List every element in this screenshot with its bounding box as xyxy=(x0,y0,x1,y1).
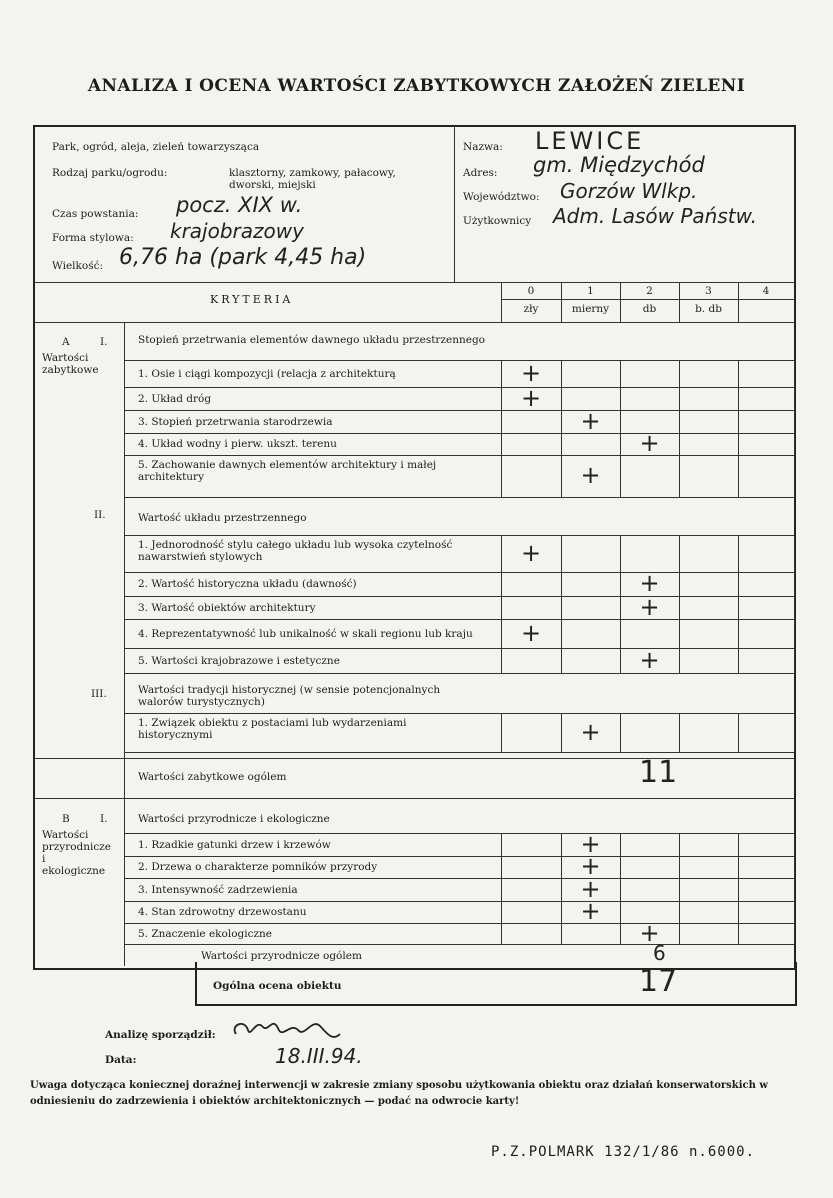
criterion-row-grid-b1-2: 2. Drzewa o charakterze pomników przyrody xyxy=(138,861,378,873)
grade-mark-grid-b1-4: + xyxy=(580,897,601,925)
style-value: krajobrazowy xyxy=(170,219,304,243)
grade-mark-grid-a2-2: + xyxy=(639,569,660,597)
criterion-row-grid-a2-4: 4. Reprezentatywność lub unikalność w skali regionu lub kraju xyxy=(138,627,473,640)
kind-options: klasztorny, zamkowy, pałacowy, dworski, miejski xyxy=(229,167,396,191)
grade-mark-grid-b1-1: + xyxy=(580,829,601,858)
grade-0: 0 xyxy=(527,285,535,297)
form-title: ANALIZA I OCENA WARTOŚCI ZABYTKOWYCH ZAŁOŻEŃ ZIELENI xyxy=(87,76,746,96)
criterion-row-grid-b1-5: 5. Znaczenie ekologiczne xyxy=(138,927,273,940)
grade-mark-grid-a1-3: + xyxy=(580,406,601,435)
overall-box xyxy=(195,962,797,1006)
grade-mark-grid-a2-3: + xyxy=(639,592,660,621)
prepared-label: Analizę sporządził: xyxy=(105,1029,216,1041)
form-frame xyxy=(33,125,796,970)
section-a-roman-2: II. xyxy=(94,509,106,521)
section-a-name: Wartości zabytkowe xyxy=(42,352,99,376)
criterion-row-grid-a2-1: 1. Jednorodność stylu całego układu lub wysoka czytelność nawarstwień stylowych xyxy=(138,539,453,563)
grade-name-2: db xyxy=(642,303,657,315)
grade-mark-grid-a1-1: + xyxy=(521,358,542,387)
overall-value: 17 xyxy=(639,964,678,999)
criterion-row-grid-a1-4: 4. Układ wodny i pierw. ukszt. terenu xyxy=(138,438,337,450)
grade-mark-grid-b1-5: + xyxy=(639,918,660,947)
grade-mark-grid-a1-4: + xyxy=(639,429,660,457)
grade-name-3: b. db xyxy=(695,303,722,315)
kind-label: Rodzaj parku/ogrodu: xyxy=(52,167,168,179)
grade-2: 2 xyxy=(646,285,653,297)
criterion-row-grid-a2-3: 3. Wartość obiektów architektury xyxy=(138,601,316,614)
grade-mark-grid-a1-5: + xyxy=(580,461,601,489)
section-b-total-label: Wartości przyrodnicze ogólem xyxy=(201,950,362,962)
size-label: Wielkość: xyxy=(52,260,104,272)
criterion-row-grid-a1-1: 1. Osie i ciągi kompozycji (relacja z architekturą xyxy=(138,367,396,380)
section-b-name: Wartości przyrodnicze i ekologiczne xyxy=(42,829,112,877)
note: Uwaga dotycząca koniecznej doraźnej interwencji w zakresie zmiany sposobu użytkowania obiektu oraz działań konserwatorskich w odniesieniu do zadrzewienia i obiektów architektonicznych — podać na odwrocie karty! xyxy=(30,1080,768,1107)
created-label: Czas powstania: xyxy=(52,208,139,220)
sub-a3-title: Wartości tradycji historycznej (w sensie potencjonalnych walorów turystycznych) xyxy=(138,684,441,708)
criterion-row-grid-a2-2: 2. Wartość historyczna układu (dawność) xyxy=(138,578,357,590)
criteria-label: KRYTERIA xyxy=(210,293,294,306)
voivodeship-value: Gorzów Wlkp. xyxy=(560,179,698,203)
date-label: Data: xyxy=(105,1054,137,1066)
grade-name-1: mierny xyxy=(571,303,610,315)
grade-1: 1 xyxy=(587,285,594,297)
grade-mark-grid-b1-3: + xyxy=(580,874,601,903)
section-a-roman-1: I. xyxy=(100,336,108,348)
name-value: LEWICE xyxy=(535,127,645,155)
grade-mark-grid-a2-5: + xyxy=(639,645,660,674)
date-value: 18.III.94. xyxy=(275,1044,363,1068)
address-value: gm. Międzychód xyxy=(533,153,705,177)
section-a-total-label: Wartości zabytkowe ogólem xyxy=(138,771,287,783)
criterion-row-grid-b1-1: 1. Rzadkie gatunki drzew i krzewów xyxy=(138,838,331,851)
criterion-row-grid-a1-5: 5. Zachowanie dawnych elementów architektury i małej architektury xyxy=(138,459,437,483)
section-a-letter: A xyxy=(62,336,70,348)
section-b-roman-1: I. xyxy=(100,813,108,825)
section-a-roman-3: III. xyxy=(91,688,107,700)
voivodeship-label: Województwo: xyxy=(463,191,540,203)
section-b-letter: B xyxy=(62,813,70,825)
users-value: Adm. Lasów Państw. xyxy=(553,204,758,228)
park-types-label: Park, ogród, aleja, zieleń towarzysząca xyxy=(52,141,260,153)
criterion-row-grid-a1-2: 2. Układ dróg xyxy=(138,392,212,405)
grade-mark-grid-a2-1: + xyxy=(521,538,542,567)
print-code: P.Z.POLMARK 132/1/86 n.6000. xyxy=(491,1144,756,1160)
criterion-row-grid-b1-3: 3. Intensywność zadrzewienia xyxy=(138,883,298,896)
section-b-total-value: 6 xyxy=(653,941,666,965)
sub-a1-title: Stopień przetrwania elementów dawnego układu przestrzennego xyxy=(138,334,485,346)
grade-mark-grid-a3-1: + xyxy=(580,717,601,746)
sub-a2-title: Wartość układu przestrzennego xyxy=(138,512,307,524)
sub-b1-title: Wartości przyrodnicze i ekologiczne xyxy=(138,813,330,825)
users-label: Użytkownicy xyxy=(463,215,532,227)
grade-mark-grid-a2-4: + xyxy=(521,618,542,647)
criterion-row-grid-b1-4: 4. Stan zdrowotny drzewostanu xyxy=(138,906,307,918)
style-label: Forma stylowa: xyxy=(52,232,134,244)
address-label: Adres: xyxy=(463,167,498,179)
section-a-total-value: 11 xyxy=(639,755,678,790)
criterion-row-grid-a3-1: 1. Związek obiektu z postaciami lub wydarzeniami historycznymi xyxy=(138,717,407,741)
created-value: pocz. XIX w. xyxy=(176,193,303,217)
grade-mark-grid-b1-2: + xyxy=(580,852,601,880)
overall-label: Ogólna ocena obiektu xyxy=(213,980,342,992)
criterion-row-grid-a1-3: 3. Stopień przetrwania starodrzewia xyxy=(138,415,333,428)
grade-mark-grid-a1-2: + xyxy=(521,383,542,412)
name-label: Nazwa: xyxy=(463,141,503,153)
grade-4: 4 xyxy=(762,285,770,297)
criterion-row-grid-a2-5: 5. Wartości krajobrazowe i estetyczne xyxy=(138,654,340,667)
grade-3: 3 xyxy=(705,285,712,297)
grade-name-0: zły xyxy=(523,303,539,315)
size-value: 6,76 ha (park 4,45 ha) xyxy=(119,245,367,270)
